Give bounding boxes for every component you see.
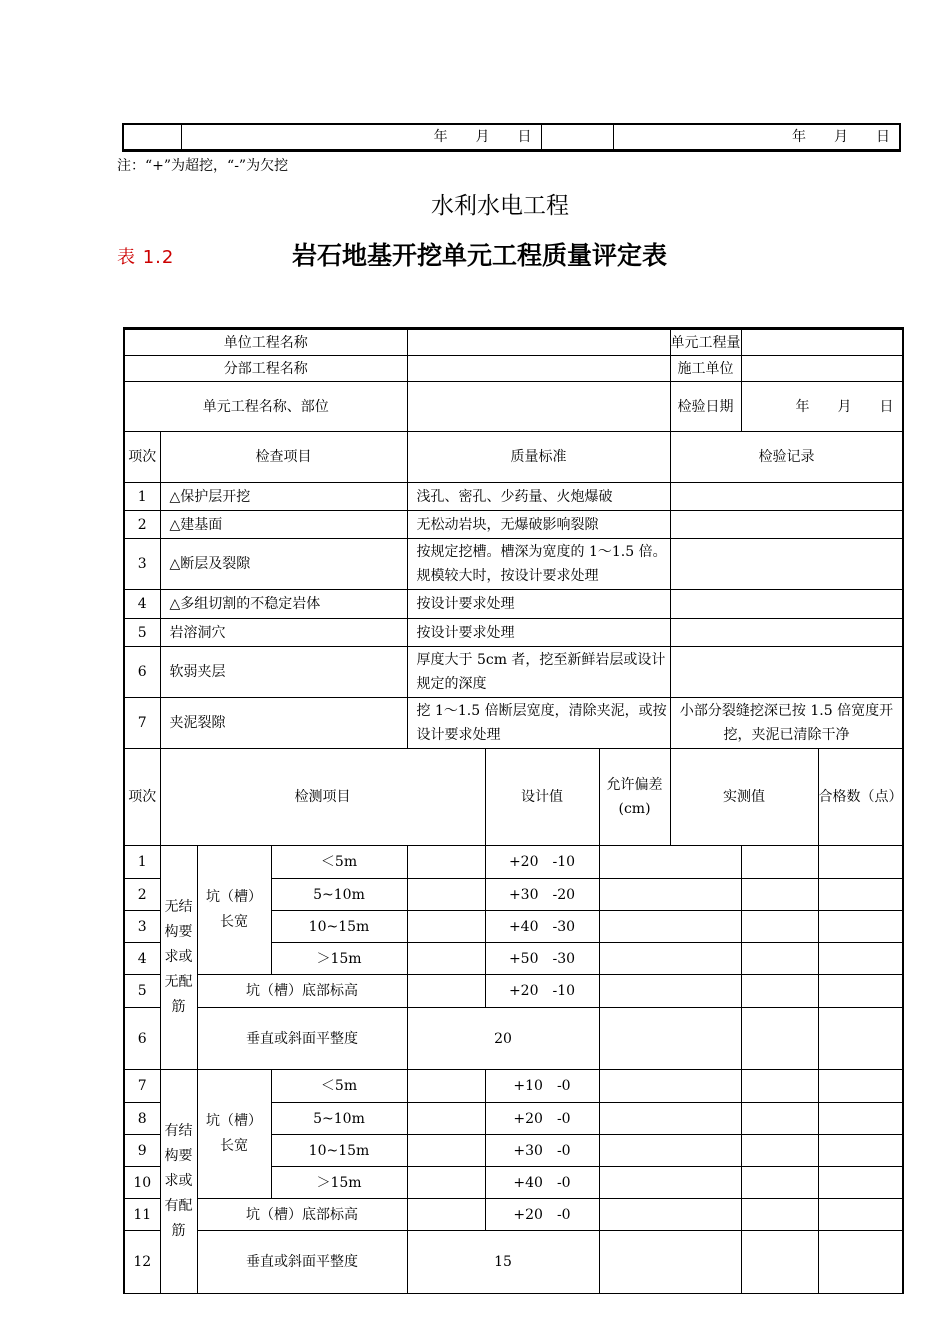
pass-rate (818, 1199, 903, 1231)
measured-value (599, 911, 741, 943)
tolerance: +40 -30 (485, 911, 599, 943)
unit-name-part-value (407, 382, 670, 432)
tolerance: +50 -30 (485, 943, 599, 975)
date-left: 年 月 日 (181, 124, 541, 151)
row-no: 4 (124, 590, 160, 619)
group-label-no-structure: 无结构要求或无配筋 (160, 846, 197, 1070)
measure-item: 坑（槽）底部标高 (197, 1199, 407, 1231)
inspection-date-label: 检验日期 (670, 382, 741, 432)
design-value (407, 943, 485, 975)
row-no: 12 (124, 1231, 160, 1294)
unit-quantity-label: 单元工程量 (670, 329, 741, 356)
table-number: 表 1.2 (117, 247, 175, 268)
measure-item: 垂直或斜面平整度 (197, 1231, 407, 1294)
quality-standard: 按设计要求处理 (407, 590, 670, 619)
row-no: 5 (124, 619, 160, 647)
pass-rate (818, 846, 903, 879)
row-no: 4 (124, 943, 160, 975)
contractor-value (741, 356, 903, 382)
pass-count (741, 1135, 818, 1167)
row-no: 6 (124, 1008, 160, 1070)
check-item: 软弱夹层 (160, 647, 407, 698)
quality-standard: 无松动岩块，无爆破影响裂隙 (407, 511, 670, 539)
measured-value (599, 1199, 741, 1231)
quality-standard: 厚度大于 5cm 者，挖至新鲜岩层或设计规定的深度 (407, 647, 670, 698)
measured-value (599, 1167, 741, 1199)
design-value (407, 975, 485, 1008)
pass-rate (818, 1008, 903, 1070)
measure-item: 10~15m (271, 911, 407, 943)
row-no: 2 (124, 879, 160, 911)
contractor-label: 施工单位 (670, 356, 741, 382)
row-no: 10 (124, 1167, 160, 1199)
tolerance: +40 -0 (485, 1167, 599, 1199)
unit-quantity-value (741, 329, 903, 356)
pass-count (741, 1167, 818, 1199)
row-no: 7 (124, 698, 160, 749)
tolerance: +20 -10 (485, 846, 599, 879)
pass-count (741, 1008, 818, 1070)
design-value (407, 879, 485, 911)
inspection-record (670, 619, 903, 647)
pit-length-width-label: 坑（槽）长宽 (197, 1070, 271, 1199)
measured-value (599, 1008, 741, 1070)
row-no: 9 (124, 1135, 160, 1167)
check-item: 夹泥裂隙 (160, 698, 407, 749)
pass-rate (818, 1103, 903, 1135)
row-no: 1 (124, 846, 160, 879)
pass-rate (818, 911, 903, 943)
measure-item: ＞15m (271, 943, 407, 975)
col-header-pass-count: 合格数（点） (818, 749, 903, 846)
row-no: 11 (124, 1199, 160, 1231)
tolerance: +20 -0 (485, 1103, 599, 1135)
quality-standard: 挖 1～1.5 倍断层宽度，清除夹泥，或按设计要求处理 (407, 698, 670, 749)
design-value (407, 1199, 485, 1231)
blank-cell (541, 124, 613, 151)
measure-item: ＜5m (271, 1070, 407, 1103)
row-no: 3 (124, 911, 160, 943)
inspection-record (670, 647, 903, 698)
tolerance: +30 -0 (485, 1135, 599, 1167)
note-text: 注：“+”为超挖，“-”为欠挖 (117, 158, 289, 174)
inspection-record: 小部分裂缝挖深已按 1.5 倍宽度开挖，夹泥已清除干净 (670, 698, 903, 749)
measured-value (599, 1070, 741, 1103)
tolerance: +20 -0 (485, 1199, 599, 1231)
check-item: △断层及裂隙 (160, 539, 407, 590)
pass-rate (818, 1231, 903, 1294)
unit-name-part-label: 单元工程名称、部位 (124, 382, 407, 432)
row-no: 7 (124, 1070, 160, 1103)
pass-rate (818, 1167, 903, 1199)
col-header-no: 项次 (124, 432, 160, 483)
col-header-measured-value: 实测值 (670, 749, 818, 846)
design-value (407, 1070, 485, 1103)
pass-count (741, 1070, 818, 1103)
signature-date-row (122, 123, 901, 152)
pass-rate (818, 943, 903, 975)
measured-value (599, 1103, 741, 1135)
inspection-record (670, 483, 903, 511)
pass-rate (818, 975, 903, 1008)
tolerance: +20 -10 (485, 975, 599, 1008)
inspection-record (670, 539, 903, 590)
check-item: △多组切割的不稳定岩体 (160, 590, 407, 619)
check-item: △保护层开挖 (160, 483, 407, 511)
pass-count (741, 975, 818, 1008)
measure-item: ＜5m (271, 846, 407, 879)
tolerance: 20 (407, 1008, 599, 1070)
col-header-design-value: 设计值 (485, 749, 599, 846)
blank-cell (123, 124, 181, 151)
tolerance: +10 -0 (485, 1070, 599, 1103)
col-header-no: 项次 (124, 749, 160, 846)
inspection-date-value: 年 月 日 (741, 382, 903, 432)
pass-rate (818, 1135, 903, 1167)
col-header-quality-standard: 质量标准 (407, 432, 670, 483)
measure-item: ＞15m (271, 1167, 407, 1199)
page-title: 岩石地基开挖单元工程质量评定表 (292, 241, 668, 270)
unit-project-name-label: 单位工程名称 (124, 329, 407, 356)
measured-value (599, 943, 741, 975)
pass-count (741, 879, 818, 911)
design-value (407, 1135, 485, 1167)
quality-standard: 按设计要求处理 (407, 619, 670, 647)
pass-rate (818, 1070, 903, 1103)
col-header-measure-item: 检测项目 (160, 749, 485, 846)
pass-count (741, 846, 818, 879)
subtitle: 水利水电工程 (431, 193, 569, 219)
unit-project-name-value (407, 329, 670, 356)
design-value (407, 1103, 485, 1135)
measure-item: 5~10m (271, 1103, 407, 1135)
inspection-record (670, 511, 903, 539)
pass-count (741, 1231, 818, 1294)
col-header-check-item: 检查项目 (160, 432, 407, 483)
quality-standard: 按规定挖槽。槽深为宽度的 1～1.5 倍。规模较大时，按设计要求处理 (407, 539, 670, 590)
division-project-name-value (407, 356, 670, 382)
col-header-tolerance: 允许偏差(cm) (599, 749, 670, 846)
row-no: 5 (124, 975, 160, 1008)
check-item: 岩溶洞穴 (160, 619, 407, 647)
check-item: △建基面 (160, 511, 407, 539)
measured-value (599, 1135, 741, 1167)
quality-assessment-table (123, 327, 904, 1294)
pass-count (741, 1199, 818, 1231)
col-header-inspection-record: 检验记录 (670, 432, 903, 483)
measure-item: 10~15m (271, 1135, 407, 1167)
pass-rate (818, 879, 903, 911)
design-value (407, 911, 485, 943)
group-label-with-structure: 有结构要求或有配筋 (160, 1070, 197, 1294)
measured-value (599, 846, 741, 879)
pass-count (741, 911, 818, 943)
tolerance: +30 -20 (485, 879, 599, 911)
design-value (407, 1167, 485, 1199)
row-no: 3 (124, 539, 160, 590)
measure-item: 5~10m (271, 879, 407, 911)
measured-value (599, 1231, 741, 1294)
inspection-record (670, 590, 903, 619)
pit-length-width-label: 坑（槽）长宽 (197, 846, 271, 975)
measure-item: 坑（槽）底部标高 (197, 975, 407, 1008)
pass-count (741, 1103, 818, 1135)
pass-count (741, 943, 818, 975)
measure-item: 垂直或斜面平整度 (197, 1008, 407, 1070)
row-no: 2 (124, 511, 160, 539)
tolerance: 15 (407, 1231, 599, 1294)
quality-standard: 浅孔、密孔、少药量、火炮爆破 (407, 483, 670, 511)
measured-value (599, 879, 741, 911)
measured-value (599, 975, 741, 1008)
division-project-name-label: 分部工程名称 (124, 356, 407, 382)
row-no: 1 (124, 483, 160, 511)
date-right: 年 月 日 (613, 124, 900, 151)
design-value (407, 846, 485, 879)
row-no: 8 (124, 1103, 160, 1135)
row-no: 6 (124, 647, 160, 698)
